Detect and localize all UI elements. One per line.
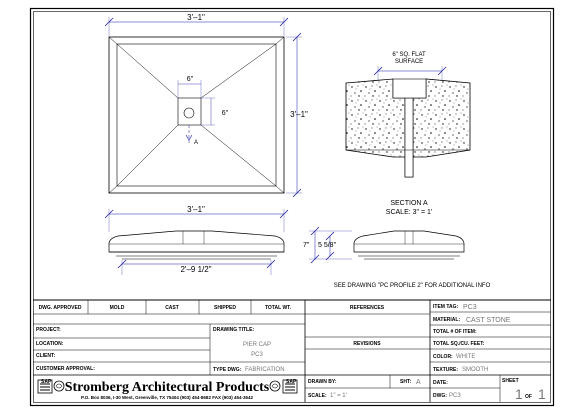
- item-tag-label: ITEM TAG:: [433, 304, 459, 310]
- color-label: COLOR:: [433, 354, 453, 360]
- type-dwg-label: TYPE DWG:: [213, 367, 242, 373]
- plan-center-width-label: 6": [186, 76, 194, 83]
- plan-center-height-label: 6": [221, 110, 229, 117]
- profile-height-label: 7": [303, 242, 310, 249]
- scale-value: 1" = 1': [330, 393, 347, 399]
- svg-text:SAP: SAP: [41, 379, 52, 385]
- sht-value: A: [416, 379, 421, 386]
- revisions-label: REVISIONS: [353, 341, 381, 347]
- total-wt-label: TOTAL WT.: [264, 305, 292, 311]
- of-label: OF: [525, 394, 532, 400]
- date-label: DATE:: [433, 380, 448, 386]
- section-top-label-2: SURFACE: [394, 59, 424, 65]
- company-name: Stromberg Architectural Products: [64, 380, 270, 395]
- svg-text:SAP: SAP: [286, 379, 297, 385]
- material-value: CAST STONE: [466, 317, 511, 324]
- dwg-value: PC3: [449, 393, 461, 399]
- company-logo-left: [38, 379, 64, 393]
- material-label: MATERIAL:: [433, 317, 461, 323]
- sheet-total: 1: [538, 386, 546, 402]
- profile-inner-height-label: 5 5/8": [318, 242, 337, 249]
- plan-width-label: 3'–1": [187, 13, 205, 22]
- total-sqft-label: TOTAL SQ./CU. FEET:: [433, 341, 485, 347]
- color-value: WHITE: [456, 354, 476, 360]
- sheet-label: SHEET: [502, 378, 519, 384]
- references-label: REFERENCES: [349, 305, 385, 311]
- section-title: SECTION A: [390, 200, 428, 207]
- sht-label: SHT:: [400, 379, 412, 385]
- item-tag-value: PC3: [463, 304, 477, 311]
- drawing-title-line2: PC3: [251, 352, 263, 358]
- dwg-label: DWG:: [433, 393, 447, 399]
- elevation-base-label: 2'–9 1/2": [180, 265, 212, 274]
- drawing-title-label: DRAWING TITLE:: [213, 327, 255, 333]
- total-items-label: TOTAL # OF ITEM:: [433, 329, 477, 335]
- client-label: CLIENT:: [36, 353, 56, 359]
- plan-height-label: 3'–1": [290, 110, 308, 119]
- customer-approval-label: CUSTOMER APPROVAL:: [36, 366, 95, 372]
- section-scale: SCALE: 3" = 1': [385, 209, 433, 216]
- elevation-width-label: 3'–1": [187, 205, 205, 214]
- texture-value: SMOOTH: [462, 367, 489, 373]
- project-label: PROJECT:: [36, 327, 61, 333]
- shipped-label: SHIPPED: [214, 305, 236, 311]
- company-address: P.O. Box 8036, I-30 West, Greenville, TX 75404 (903) 454-8682 FAX (903) 454-3642: [81, 395, 253, 400]
- additional-info-note: SEE DRAWING "PC PROFILE 2" FOR ADDITIONAL INFO: [333, 283, 491, 289]
- type-dwg-value: FABRICATION: [245, 367, 285, 373]
- plan-view: [105, 17, 302, 197]
- cast-label: CAST: [165, 305, 179, 311]
- scale-label: SCALE:: [308, 393, 327, 399]
- texture-label: TEXTURE:: [433, 367, 458, 373]
- section-top-label-1: 6" SQ. FLAT: [392, 52, 426, 58]
- company-logo-right: [270, 379, 297, 393]
- drawn-by-label: DRAWN BY:: [308, 379, 337, 385]
- mold-label: MOLD: [109, 305, 125, 311]
- plan-cut-label: A: [194, 140, 199, 146]
- dwg-approved-label: DWG. APPROVED: [38, 305, 82, 311]
- sheet-number: 1: [515, 386, 523, 402]
- location-label: LOCATION:: [36, 341, 64, 347]
- drawing-title-line1: PIER CAP: [242, 342, 272, 348]
- section-view: [346, 66, 470, 177]
